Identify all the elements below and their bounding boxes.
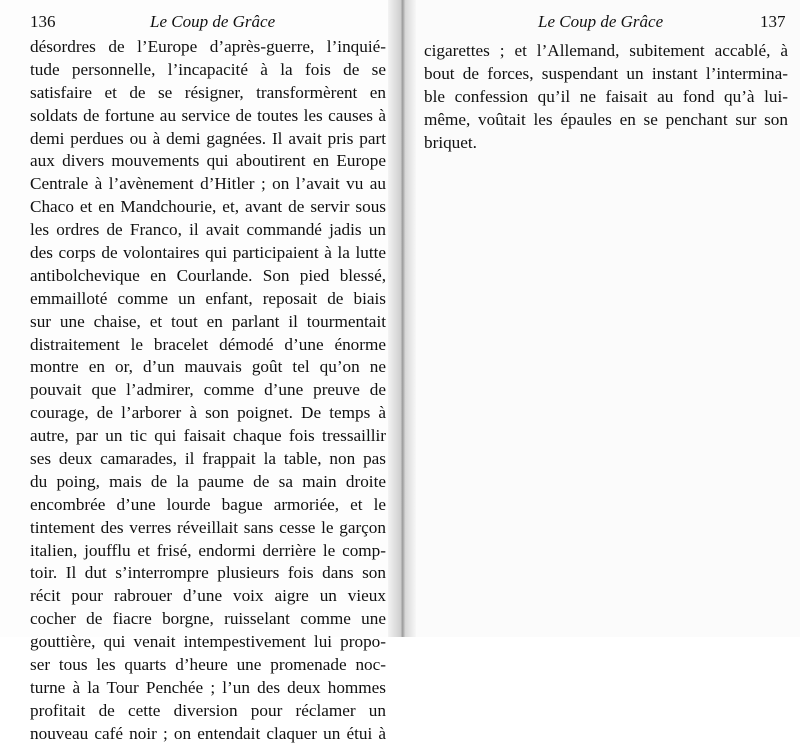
text-line: les ordres de Franco, il avait commandé jadis un bbox=[30, 220, 386, 240]
text-line: satisfaire et de se résigner, transformèrent en bbox=[30, 82, 386, 102]
book-gutter bbox=[388, 0, 416, 637]
text-line: tude personnelle, l’incapacité à la fois de se bbox=[30, 59, 386, 79]
text-line: italien, joufflu et frisé, endormi derrière le comp- bbox=[30, 540, 386, 560]
page-number: 136 bbox=[30, 12, 56, 31]
text-line: ser tous les quarts d’heure une promenade noc- bbox=[30, 655, 386, 675]
text-line: briquet. bbox=[424, 132, 477, 152]
text-line: gouttière, qui venait intempestivement lui propo- bbox=[30, 632, 386, 652]
text-line: du poing, mais de la paume de sa main droite bbox=[30, 471, 386, 491]
text-line: emmailloté comme un enfant, reposait de biais bbox=[30, 288, 386, 308]
text-line: autre, par un tic qui faisait chaque fois tressaillir bbox=[30, 426, 386, 446]
text-line: toir. Il dut s’interrompre plusieurs fois dans son bbox=[30, 563, 386, 583]
text-line: turne à la Tour Penchée ; l’un des deux hommes bbox=[30, 677, 386, 697]
text-line: montre en or, d’un mauvais goût tel qu’on ne bbox=[30, 357, 386, 377]
text-line: encombrée d’une lourde bague armoriée, et le bbox=[30, 494, 386, 514]
text-line: même, voûtait les épaules en se penchant sur son bbox=[424, 109, 788, 129]
text-line: Chaco et en Mandchourie, et, avant de servir sous bbox=[30, 197, 386, 217]
right-page bbox=[402, 0, 800, 637]
running-head: Le Coup de Grâce bbox=[538, 12, 664, 31]
text-line: courage, de l’arborer à son poignet. De temps à bbox=[30, 403, 386, 423]
body-text bbox=[424, 40, 788, 154]
text-line: désordres de l’Europe d’après-guerre, l’inquié- bbox=[30, 37, 386, 56]
text-line: Centrale à l’avènement d’Hitler ; on l’avait vu au bbox=[30, 174, 386, 194]
text-line: distraitement le bracelet démodé d’une énorme bbox=[30, 334, 386, 354]
text-line: demi perdues ou à demi gagnées. Il avait pris part bbox=[30, 128, 386, 148]
text-line: ses deux camarades, il frappait la table, non pas bbox=[30, 449, 386, 469]
text-line: tintement des verres réveillait sans cesse le garçon bbox=[30, 517, 386, 537]
text-line: profitait de cette diversion pour réclamer un bbox=[30, 700, 386, 720]
text-line: récit pour rabrouer d’une voix aigre un vieux bbox=[30, 586, 386, 606]
body-text bbox=[30, 36, 386, 746]
text-line: pouvait que l’admirer, comme d’une preuve de bbox=[30, 380, 386, 400]
text-line: antibolchevique en Courlande. Son pied blessé, bbox=[30, 265, 386, 285]
running-head: Le Coup de Grâce bbox=[150, 12, 276, 31]
text-line: des corps de volontaires qui participaient à la lutte bbox=[30, 243, 386, 263]
text-line: aux divers mouvements qui aboutirent en Europe bbox=[30, 151, 386, 171]
text-line: cocher de fiacre borgne, ruisselant comme une bbox=[30, 609, 386, 629]
text-line: soldats de fortune au service de toutes les causes à bbox=[30, 105, 386, 125]
text-line: cigarettes ; et l’Allemand, subitement accablé, à bbox=[424, 41, 788, 60]
text-line: nouveau café noir ; on entendait claquer un étui à bbox=[30, 723, 386, 743]
text-line: sur une chaise, et tout en parlant il tourmentait bbox=[30, 311, 386, 331]
text-line: bout de forces, suspendant un instant l’intermina- bbox=[424, 63, 788, 83]
page-number: 137 bbox=[760, 12, 786, 31]
text-line: ble confession qu’il ne faisait au fond qu’à lui- bbox=[424, 86, 788, 106]
